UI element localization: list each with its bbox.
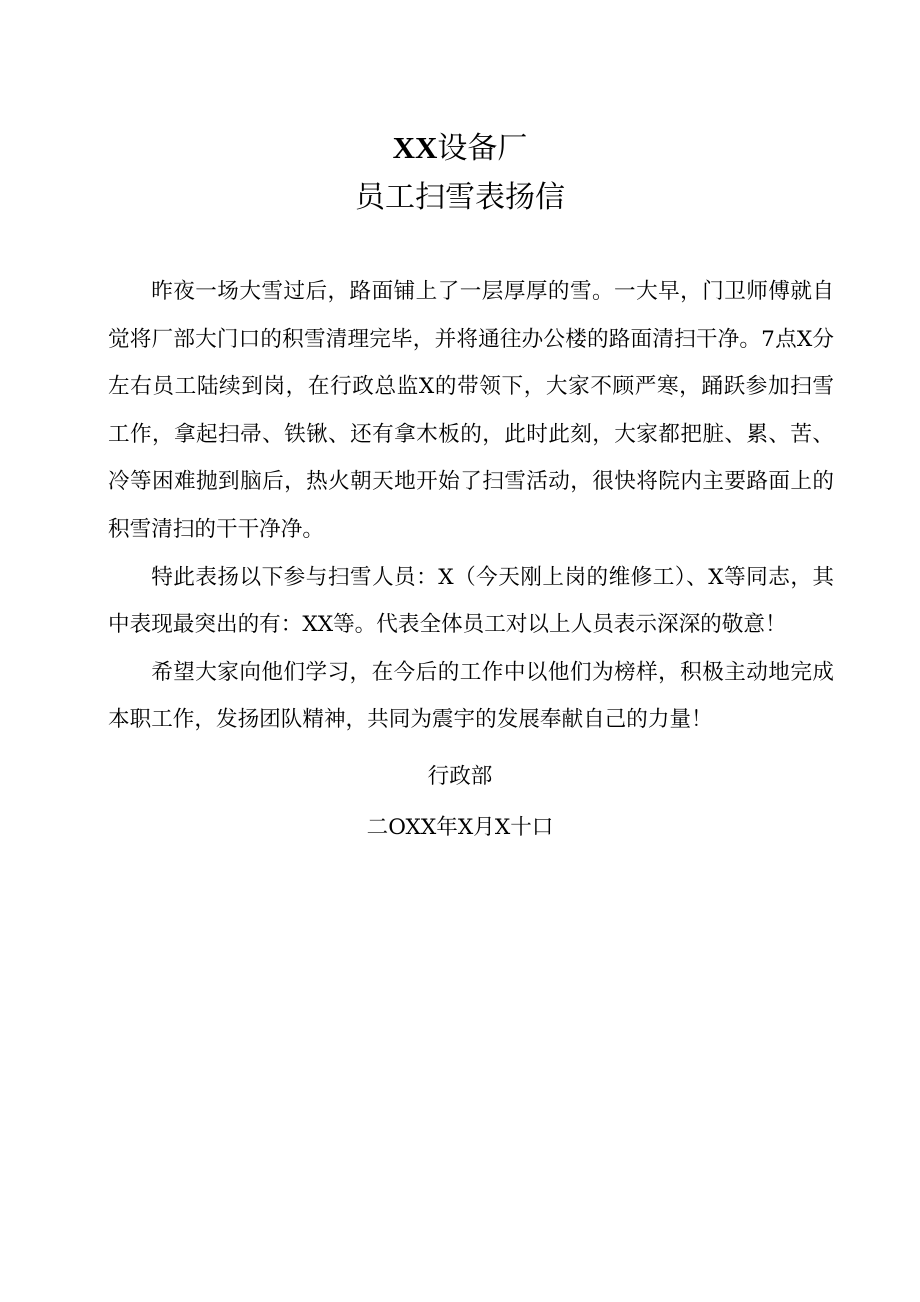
document-title xyxy=(0,126,920,221)
title-letter-name: 员工扫雪表扬信 xyxy=(355,180,565,215)
paragraph-1: 昨夜一场大雪过后，路面铺上了一层厚厚的雪。一大早，门卫师傅就自觉将厂部大门口的积雪清理完毕，并将通往办公楼的路面清扫干净。7点X分左右员工陆续到岗，在行政总监X的带领下，大家不顾严寒，踊跃参加扫雪工作，拿起扫帚、铁锹、还有拿木板的，此时此刻，大家都把脏、累、苦、冷等困难抛到脑后，热火朝天地开始了扫雪活动，很快将院内主要路面上的积雪清扫的干干净净。 xyxy=(108,279,834,542)
paragraph-3: 希望大家向他们学习，在今后的工作中以他们为榜样，积极主动地完成本职工作，发扬团队精神，共同为震宇的发展奉献自己的力量！ xyxy=(108,659,834,733)
paragraph-2: 特此表扬以下参与扫雪人员：X（今天刚上岗的维修工）、X等同志，其中表现最突出的有：XX等。代表全体员工对以上人员表示深深的敬意！ xyxy=(108,564,834,638)
title-company-prefix: XX xyxy=(392,130,438,165)
signature-date: 二OXX年X月X十口 xyxy=(366,815,554,840)
title-company-suffix: 设备厂 xyxy=(437,131,528,166)
title-company xyxy=(0,126,920,171)
signature-department: 行政部 xyxy=(427,764,493,789)
letter-body xyxy=(108,268,834,744)
